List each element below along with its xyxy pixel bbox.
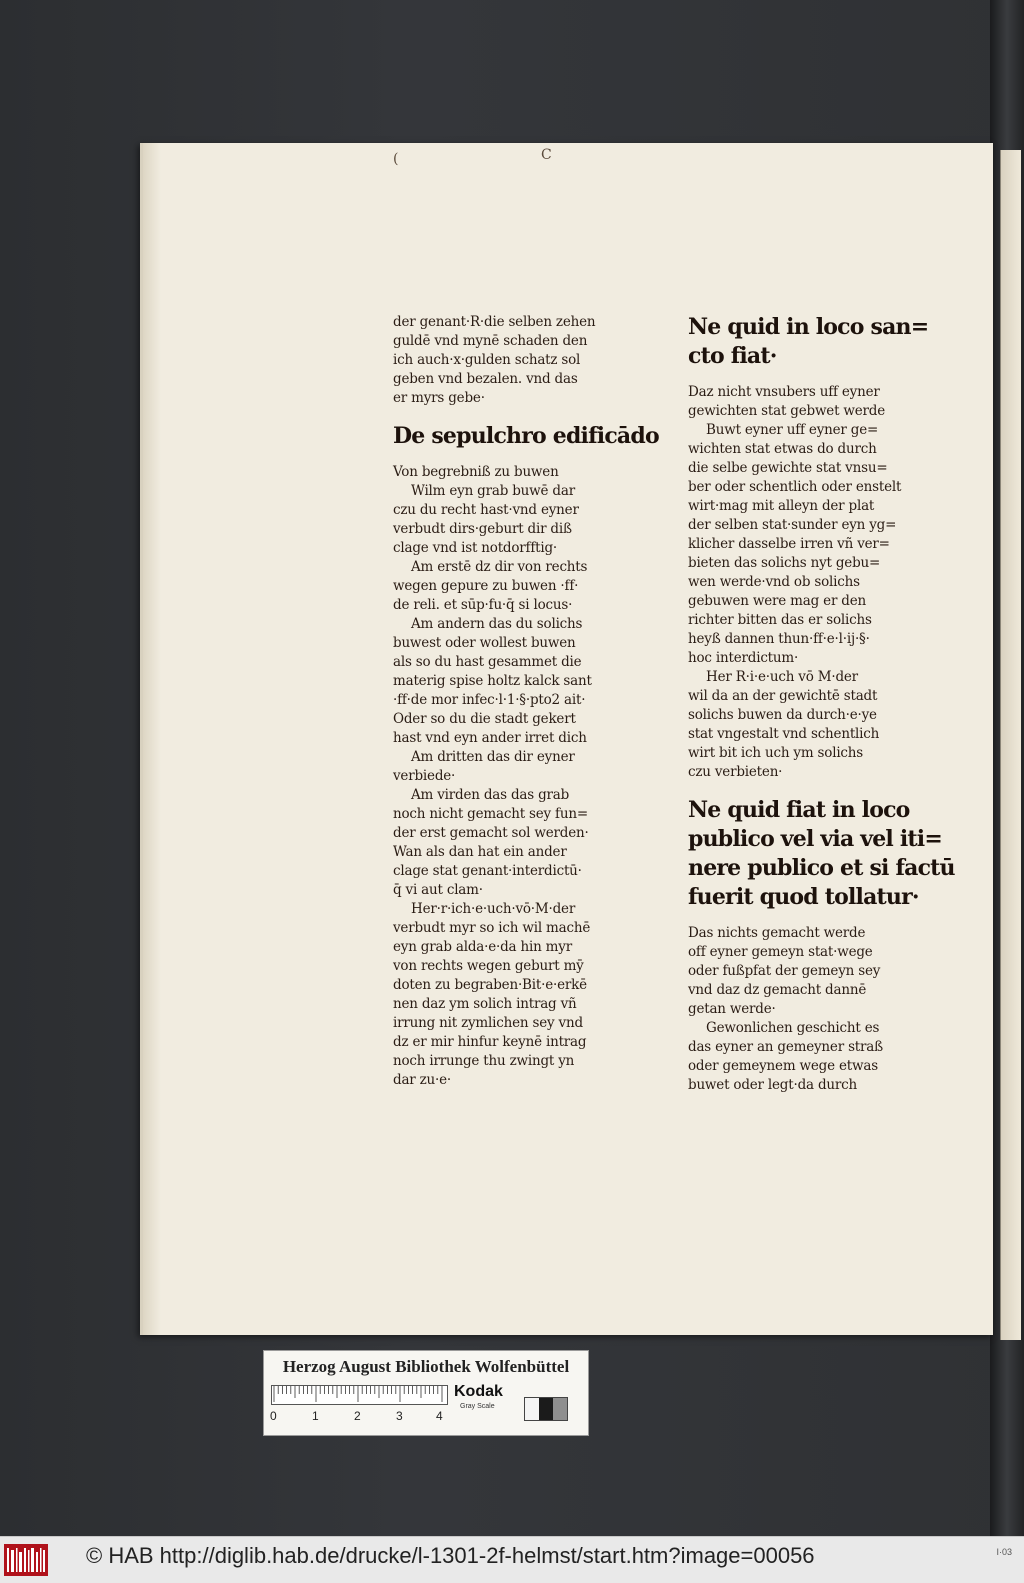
text-line: Her·r·ich·e·uch·vō·M·der (411, 901, 576, 917)
text-line: de reli. et sūp·fu·q̄ si locus· (393, 597, 573, 613)
text-line: hast vnd eyn ander irret dich (393, 730, 587, 746)
text-line: geben vnd bezalen. vnd das (393, 371, 578, 387)
text-line: q̄ vi aut clam· (393, 882, 483, 898)
ruler-number: 3 (396, 1409, 403, 1423)
text-line: clage vnd ist notdorfftig· (393, 540, 558, 556)
left-column-body-lines (393, 463, 628, 1090)
text-line: wirt bit ich uch ym solichs (688, 745, 864, 761)
margin-mark: C (541, 147, 552, 163)
text-line: das eyner an gemeyner straß (688, 1039, 883, 1055)
gray-scale-label: Gray Scale (460, 1403, 495, 1410)
text-line: eyn grab alda·e·da hin myr (393, 939, 572, 955)
text-line: ·ff·de mor infec·l·1·§·pto2 ait· (393, 692, 586, 708)
text-line: der selben stat·sunder eyn yg= (688, 517, 897, 533)
text-line: czu verbieten· (688, 764, 783, 780)
footer-tag: I·03 (996, 1547, 1012, 1557)
text-line: buwest oder wollest buwen (393, 635, 576, 651)
heading-line: fuerit quod tollatur· (688, 884, 919, 910)
swatch-white (525, 1398, 539, 1420)
heading-line: nere publico et si factū (688, 855, 955, 881)
left-column-heading: De sepulchro edificādo (393, 423, 659, 449)
text-line: Am erstē dz dir von rechts (411, 559, 588, 575)
text-line: als so du hast gesammet die (393, 654, 582, 670)
next-page-edge (1000, 150, 1021, 1340)
text-line: bieten das solichs nyt gebu= (688, 555, 881, 571)
text-line: wil da an der gewichtē stadt (688, 688, 878, 704)
ruler-number: 4 (436, 1409, 443, 1423)
text-line: guldē vnd mynē schaden den (393, 333, 588, 349)
text-line: materig spise holtz kalck sant (393, 673, 592, 689)
text-line: nen daz ym solich intrag vñ (393, 996, 577, 1012)
text-line: die selbe gewichte stat vnsu= (688, 460, 888, 476)
text-line: Von begrebniß zu buwen (393, 464, 559, 480)
text-line: noch irrunge thu zwingt yn (393, 1053, 575, 1069)
text-line: heyß dannen thun·ff·e·l·ij·§· (688, 631, 870, 647)
text-line: Wan als dan hat ein ander (393, 844, 567, 860)
footer-copyright-url[interactable]: © HAB http://diglib.hab.de/drucke/l-1301-2f-helmst/start.htm?image=00056 (86, 1543, 815, 1568)
text-line: Das nichts gemacht werde (688, 925, 866, 941)
left-column-intro-lines (393, 313, 628, 408)
text-line: dz er mir hinfur keynē intrag (393, 1034, 587, 1050)
text-line: wirt·mag mit alleyn der plat (688, 498, 875, 514)
right-column-block-1 (688, 383, 923, 782)
gray-swatches (524, 1397, 568, 1421)
text-line: wegen gepure zu buwen ·ff· (393, 578, 579, 594)
heading-line: Ne quid fiat in loco (688, 797, 910, 823)
ruler-number: 1 (312, 1409, 319, 1423)
text-line: verbudt dirs·geburt dir diß (393, 521, 572, 537)
kodak-brand: Kodak (454, 1383, 503, 1400)
text-line: Am virden das das grab (411, 787, 570, 803)
text-line: off eyner gemeyn stat·wege (688, 944, 873, 960)
text-line: dar zu·e· (393, 1072, 452, 1088)
text-line: verbudt myr so ich wil machē (393, 920, 591, 936)
text-line: wen werde·vnd ob solichs (688, 574, 860, 590)
text-line: noch nicht gemacht sey fun= (393, 806, 588, 822)
text-line: solichs buwen da durch·e·ye (688, 707, 877, 723)
hab-barcode-logo-icon (4, 1544, 48, 1576)
text-line: Buwt eyner uff eyner ge= (706, 422, 879, 438)
right-column-heading-1 (688, 313, 929, 371)
heading-line: Ne quid in loco san= (688, 314, 929, 340)
text-line: ich auch·x·gulden schatz sol (393, 352, 581, 368)
text-line: wichten stat etwas do durch (688, 441, 877, 457)
text-line: buwet oder legt·da durch (688, 1077, 857, 1093)
text-line: oder fußpfat der gemeyn sey (688, 963, 881, 979)
right-column-block-2 (688, 924, 923, 1095)
text-line: von rechts wegen geburt mȳ (393, 958, 584, 974)
ruler-number: 0 (270, 1409, 277, 1423)
ruler-number: 2 (354, 1409, 361, 1423)
text-line: klicher dasselbe irren vñ ver= (688, 536, 890, 552)
text-line: vnd daz dz gemacht dannē (688, 982, 867, 998)
text-line: Daz nicht vnsubers uff eyner (688, 384, 880, 400)
text-line: gewichten stat gebwet werde (688, 403, 886, 419)
swatch-gray (553, 1398, 567, 1420)
library-name: Herzog August Bibliothek Wolfenbüttel (282, 1357, 570, 1376)
right-text-column (688, 313, 955, 1095)
heading-line: publico vel via vel iti= (688, 826, 942, 852)
text-line: Oder so du die stadt gekert (393, 711, 576, 727)
ruler-scale (271, 1385, 448, 1405)
text-line: ber oder schentlich oder enstelt (688, 479, 902, 495)
ruler-numbers (270, 1409, 450, 1425)
text-line: oder gemeynem wege etwas (688, 1058, 878, 1074)
ruler-ticks (272, 1386, 447, 1404)
heading-line: cto fiat· (688, 343, 777, 369)
text-line: czu du recht hast·vnd eyner (393, 502, 579, 518)
text-line: clage stat genant·interdictū· (393, 863, 582, 879)
text-line: richter bitten das er solichs (688, 612, 872, 628)
text-line: hoc interdictum· (688, 650, 799, 666)
text-line: irrung nit zymlichen sey vnd (393, 1015, 583, 1031)
footer-bar (0, 1536, 1024, 1583)
margin-mark: ( (393, 151, 399, 167)
text-line: er myrs gebe· (393, 390, 485, 406)
page-fold-shadow (143, 143, 161, 1335)
book-page (140, 143, 993, 1335)
text-line: getan werde· (688, 1001, 776, 1017)
text-line: der genant·R·die selben zehen (393, 314, 596, 330)
swatch-black (539, 1398, 553, 1420)
text-line: Gewonlichen geschicht es (706, 1020, 880, 1036)
text-line: gebuwen were mag er den (688, 593, 867, 609)
text-line: Her R·i·e·uch vō M·der (706, 669, 858, 685)
text-line: stat vngestalt vnd schentlich (688, 726, 880, 742)
color-target-card (263, 1350, 589, 1436)
text-line: Wilm eyn grab buwē dar (411, 483, 575, 499)
text-line: Am andern das du solichs (411, 616, 583, 632)
right-column-heading-2 (688, 796, 955, 912)
text-line: doten zu begraben·Bit·e·erkē (393, 977, 587, 993)
left-text-column (393, 313, 659, 1090)
text-line: der erst gemacht sol werden· (393, 825, 589, 841)
text-line: Am dritten das dir eyner (411, 749, 575, 765)
text-line: verbiede· (393, 768, 456, 784)
